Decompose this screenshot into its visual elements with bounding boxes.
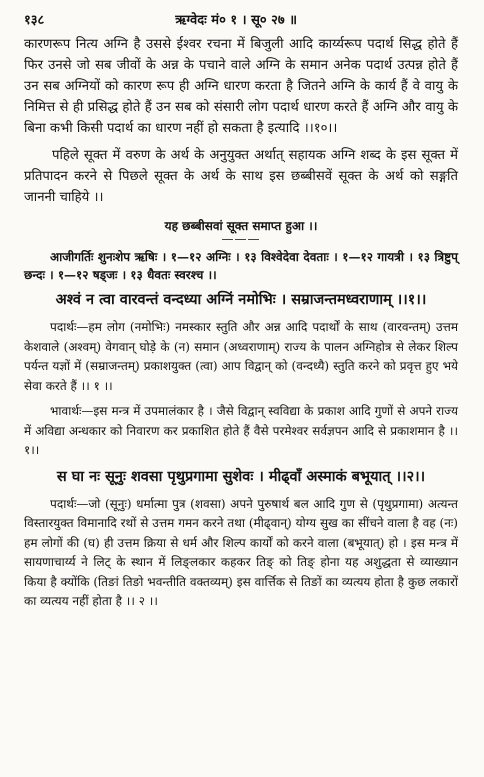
mantra-2-padartha: पदार्थः—जो (सूनुः) धर्मात्मा पुत्र (शवसा) अपने पुरुषार्थ बल आदि गुण से (पृथुप्रगामा) अत्यन्त विस्तारयुक्त विमानादि रथों से उत्तम गमन करने तथा (मीढ्वान्) योग्य सुख का सींचने वाला है वह (नः) हम लोगों की (घ) ही उत्तम क्रिया से धर्म और शिल्प कार्यों को करने वाला (बभूयात्) हो । इस मन्त्र में सायणाचार्य्य ने लिट् के स्थान में लिङ्लकार कहकर तिङ् को तिङ् होना यह अशुद्धता से व्याख्यान किया है क्योंकि (तिङां तिङो भवन्तीति वक्तव्यम्) इस वार्त्तिक से तिङों का व्यत्यय होता है कुछ लकारों का व्यत्यय नहीं होता है ।। २ ।। [24, 496, 458, 608]
paragraph-2: पहिले सूक्त में वरुण के अर्थ के अनुयुक्त अर्थात् सहायक अग्नि शब्द के इस सूक्त में प्रतिपादन करने से पिछले सूक्त के अर्थ के साथ इस छब्बीसवें सूक्त के अर्थ को सङ्गति जाननी चाहिये ।। [24, 148, 458, 205]
paragraph-1: कारणरूप नित्य अग्नि है उससे ईश्वर रचना में बिजुली आदि कार्य्यरूप पदार्थ सिद्ध होते हैं फिर उनसे जो सब जीवों के अन्न के पचाने वाले अग्नि के समान अनेक पदार्थ उत्पन्न होते हैं उन सब अग्नियों को कारण रूप ही अग्नि धारण करता है जितने अग्नि के कार्य हैं वे वायु के निमित्त से ही प्रसिद्ध होते हैं उन सब को संसारी लोग पदार्थ धारण करते हैं अग्नि और वायु के बिना कभी किसी पदार्थ का धारण नहीं हो सकता है इत्यादि ।।१०।। [24, 37, 458, 136]
mantra-2: स घा नः सूनुः शवसा पृथुप्रगामा सुशेवः । मीढ्वाँ अस्माकं बभूयात् ।।२।। [56, 467, 426, 485]
divider: ——— [221, 232, 261, 246]
mantra-1: अश्वं न त्वा वारवन्तं वन्दध्या अग्निं नमोभिः । सम्राजन्तमध्वराणाम् ।।१।। [55, 291, 427, 308]
mantra-1-padartha: पदार्थः—हम लोग (नमोभिः) नमस्कार स्तुति और अन्न आदि पदार्थों के साथ (वारवन्तम्) उत्तम केशवाले (अश्वम्) वेगवान् घोड़े के (न) समान (अध्वराणाम्) राज्य के पालन अग्निहोत्र से लेकर शिल्प पर्यन्त यज्ञों में (सम्राजन्तम्) प्रकाशयुक्त (त्वा) आप विद्वान् को (वन्दध्यै) स्तुति करने को प्रवृत्त हुए भये सेवा करते हैं ।। १ ।। [24, 320, 458, 393]
mantra-1-bhavartha: भावार्थः—इस मन्त्र में उपमालंकार है । जैसे विद्वान् स्वविद्या के प्रकाश आदि गुणों से अपने राज्य में अविद्या अन्धकार को निवारण कर प्रकाशित होते हैं वैसे परमेश्वर सर्वज्ञपन आदि से प्रकाशमान है ।।१।। [24, 404, 458, 457]
sukta-metadata: आजीगर्तिः शुनःशेप ऋषिः । १—१२ अग्निः । १३ विश्वेदेवा देवताः । १—१२ गायत्री । १३ त्रिष्टुप् छन्दः । १—१२ षड्जः । १३ धैवतः स्वरश्च ।। [24, 250, 458, 282]
page-header [24, 10, 458, 28]
page-number: १३८ [24, 13, 45, 28]
sukta-end-note: यह छब्बीसवां सूक्त समाप्त हुआ ।। [164, 219, 318, 233]
running-title: ऋग्वेदः मं० १ । सू० २७ ॥ [175, 13, 297, 28]
